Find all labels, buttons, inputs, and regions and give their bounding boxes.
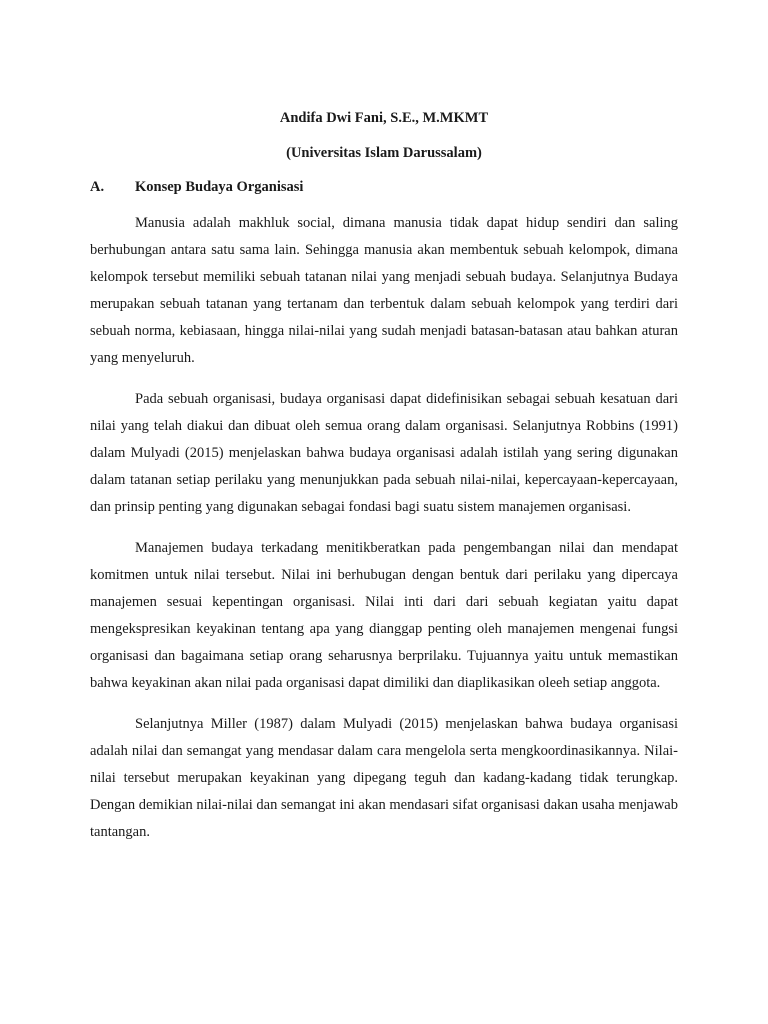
section-title: Konsep Budaya Organisasi: [135, 179, 304, 195]
section-heading: [90, 178, 680, 196]
paragraph: Pada sebuah organisasi, budaya organisasi dapat didefinisikan sebagai sebuah kesatuan dari nilai yang telah diakui dan dibuat oleh semua orang dalam organisasi. Selanjutnya Robbins (1991) dalam Mulyadi (2015) menjelaskan bahwa budaya organisasi adalah istilah yang sering digunakan dalam tatanan setiap perilaku yang menunjukkan pada sebuah nilai-nilai, kepercayaan-kepercayaan, dan prinsip penting yang digunakan sebagai fondasi bagi suatu sistem manajemen organisasi.: [90, 391, 678, 515]
paragraph: Selanjutnya Miller (1987) dalam Mulyadi (2015) menjelaskan bahwa budaya organisasi adalah nilai dan semangat yang mendasar dalam cara mengelola serta mengkoordinasikannya. Nilai-nilai tersebut merupakan keyakinan yang dipegang teguh dan kadang-kadang tidak terungkap. Dengan demikian nilai-nilai dan semangat ini akan mendasari sifat organisasi dakan usaha menjawab tantangan.: [90, 716, 678, 840]
paragraph: Manusia adalah makhluk social, dimana manusia tidak dapat hidup sendiri dan saling berhubungan antara satu sama lain. Sehingga manusia akan membentuk sebuah kelompok, dimana kelompok tersebut memiliki sebuah tatanan nilai yang menjadi sebuah budaya. Selanjutnya Budaya merupakan sebuah tatanan yang tertanam dan terbentuk dalam sebuah kelompok yang terdiri dari sebuah norma, kebiasaan, hingga nilai-nilai yang sudah menjadi batasan-batasan atau bahkan aturan yang menyeluruh.: [90, 215, 678, 366]
paragraph: Manajemen budaya terkadang menitikberatkan pada pengembangan nilai dan mendapat komitmen untuk nilai tersebut. Nilai ini berhubugan dengan bentuk dari perilaku yang dipercaya manajemen sesuai kepentingan organisasi. Nilai inti dari dari sebuah kegiatan yaitu dapat mengekspresikan keyakinan tentang apa yang dianggap penting oleh manajemen mengenai fungsi organisasi dan bagaimana setiap orang seharusnya berprilaku. Tujuannya yaitu untuk memastikan bahwa keyakinan akan nilai pada organisasi dapat dimiliki dan diaplikasikan oleeh setiap anggota.: [90, 540, 678, 691]
author-name: Andifa Dwi Fani, S.E., M.MKMT: [279, 110, 489, 126]
author-affiliation: (Universitas Islam Darussalam): [286, 145, 482, 161]
body-text: [90, 210, 678, 860]
section-letter: A.: [90, 179, 105, 195]
